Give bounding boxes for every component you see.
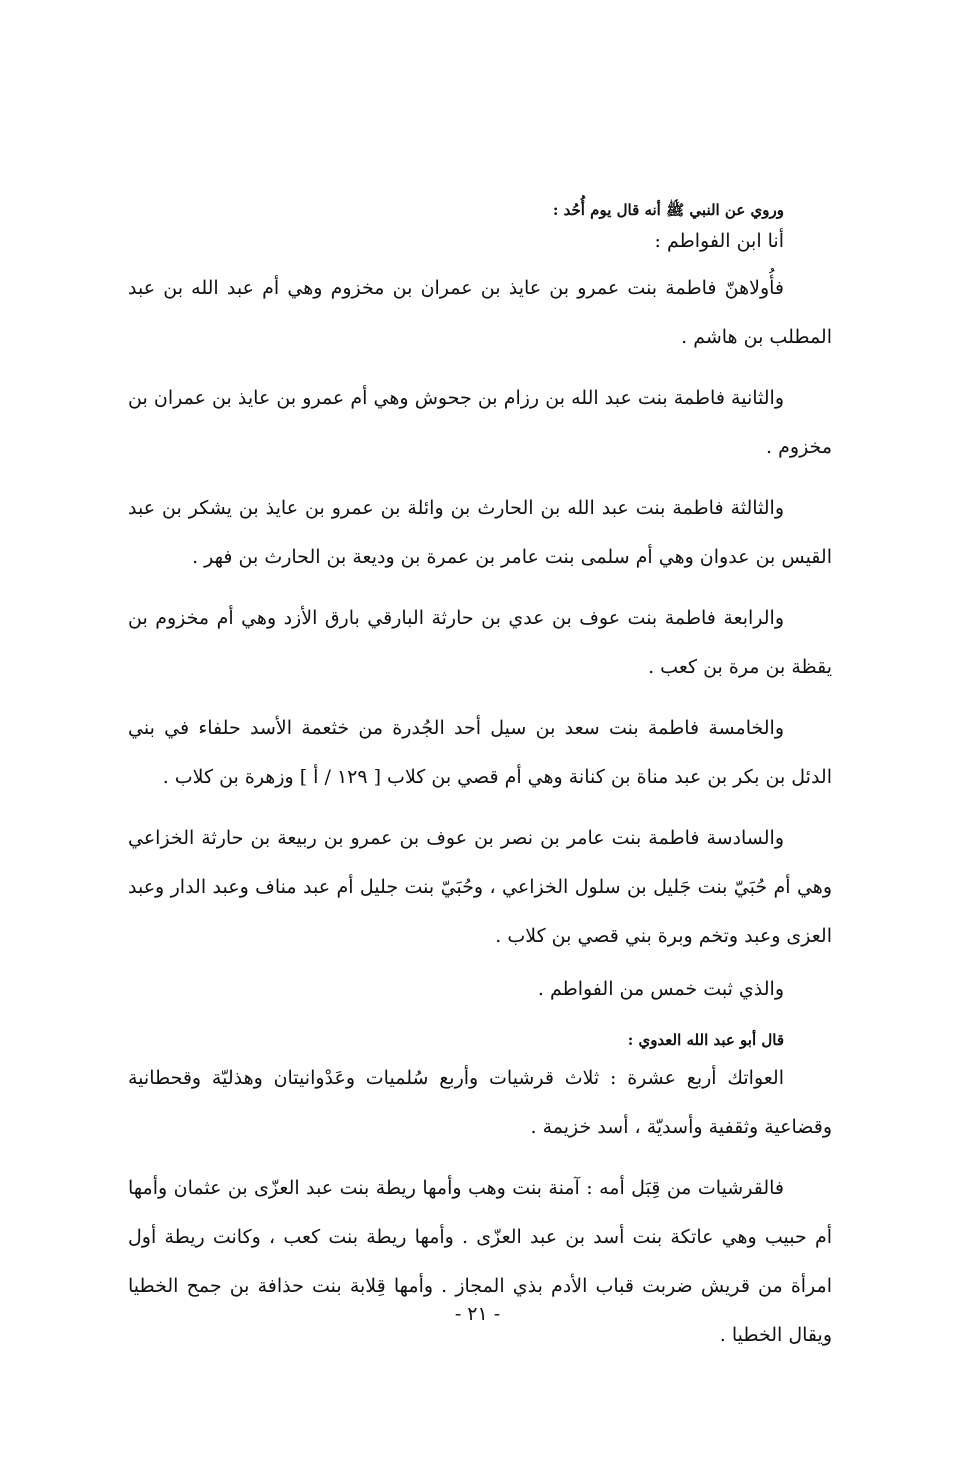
section-heading: قال أبو عبد الله العدوي : (627, 1031, 784, 1049)
paragraph-sixth-fatima: والسادسة فاطمة بنت عامر بن نصر بن عوف بن عمرو بن ربيعة بن حارثة الخزاعي وهي أم حُبَيّ بنت جَليل بن سلول الخزاعي ، وحُبَيّ بنت جليل أم عبد مناف وعبد الدار وعبد العزى وعبد وتخم وبرة بني قصي بن كلاب . (128, 827, 832, 947)
paragraph-qurashiyat: فالقرشيات من قِبَل أمه : آمنة بنت وهب وأمها ريطة بنت عبد العزّى بن عثمان وأمها أم حبيب وهي عاتكة بنت أسد بن عبد العزّى . وأمها ريطة بنت كعب ، وكانت ريطة أول امرأة من قريش ضربت قباب الأدم بذي المجاز . وأمها قِلابة بنت حذافة بن جمح الخطيا ويقال الخطيا . (128, 1177, 832, 1346)
paragraph-fourth-fatima: والرابعة فاطمة بنت عوف بن عدي بن حارثة البارقي بارق الأزد وهي أم مخزوم بن يقظة بن مرة بن كعب . (128, 607, 832, 678)
paragraph-first-fatima: فأُولاهنّ فاطمة بنت عمرو بن عايذ بن عمران بن مخزوم وهي أم عبد الله بن عبد المطلب بن هاشم . (128, 277, 832, 348)
page-body (128, 196, 832, 1372)
paragraph-five-fatimas: والذي ثبت خمس من الفواطم . (537, 978, 784, 1000)
paragraph-fifth-fatima: والخامسة فاطمة بنت سعد بن سيل أحد الجُدرة من خثعمة الأسد حلفاء في بني الدئل بن بكر بن عبد مناة بن كنانة وهي أم قصي بن كلاب [ ١٢٩ / أ ] وزهرة بن كلاب . (128, 717, 832, 788)
page-number: - ٢١ - (454, 1303, 501, 1325)
paragraph-third-fatima: والثالثة فاطمة بنت عبد الله بن الحارث بن وائلة بن عمرو بن عايذ بن يشكر بن عبد القيس بن عدوان وهي أم سلمى بنت عامر بن عمرة بن وديعة بن الحارث بن فهر . (128, 497, 832, 568)
intro-line: وروي عن النبي ﷺ أنه قال يوم أُحُد : (552, 201, 784, 219)
paragraph-second-fatima: والثانية فاطمة بنت عبد الله بن رزام بن جحوش وهي أم عمرو بن عايذ بن عمران بن مخزوم . (128, 387, 832, 458)
paragraph-awatik: العواتك أربع عشرة : ثلاث قرشيات وأربع سُلميات وعَدْوانيتان وهذليّة وقحطانية وقضاعية وثقفية وأسديّة ، أسد خزيمة . (128, 1067, 832, 1138)
verse-line: أنا ابن الفواطم : (654, 230, 784, 252)
